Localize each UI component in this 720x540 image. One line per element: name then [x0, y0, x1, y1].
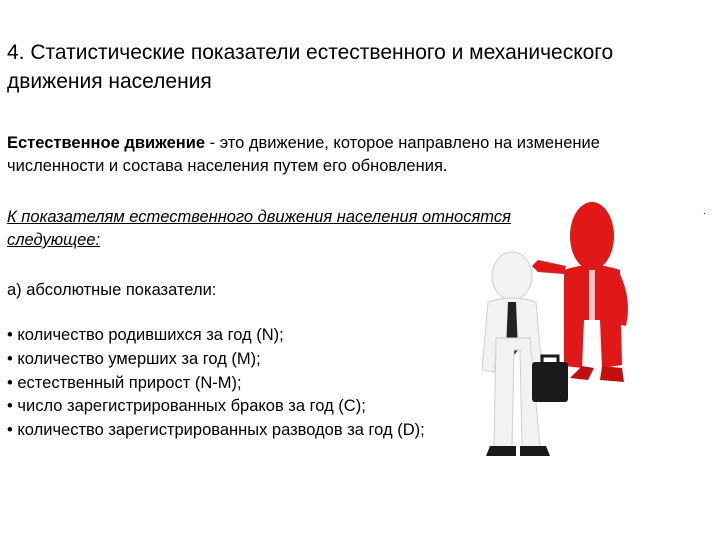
- stray-dot: .: [703, 206, 706, 217]
- definition-text: - это движение, которое направлено на изменение численности и состава населения путем его обновления.: [7, 134, 600, 175]
- list-item: • естественный прирост (N-M);: [7, 372, 567, 396]
- list-item: • число зарегистрированных браков за год (C);: [7, 395, 567, 419]
- white-figure: [482, 252, 568, 456]
- figures-pointing-illustration: [460, 190, 640, 470]
- absolute-indicators-heading: а) абсолютные показатели:: [7, 281, 217, 299]
- briefcase-icon: [532, 362, 568, 402]
- list-item: • количество умерших за год (M);: [7, 348, 567, 372]
- list-item: • количество родившихся за год (N);: [7, 324, 567, 348]
- definition-term: Естественное движение: [7, 134, 206, 152]
- definition-paragraph: [7, 132, 697, 178]
- list-item: • количество зарегистрированных разводов за год (D);: [7, 419, 567, 443]
- indicators-intro: К показателям естественного движения населения относятся следующее:: [7, 208, 511, 249]
- slide-title: 4. Статистические показатели естественного и механического движения населения: [7, 41, 614, 93]
